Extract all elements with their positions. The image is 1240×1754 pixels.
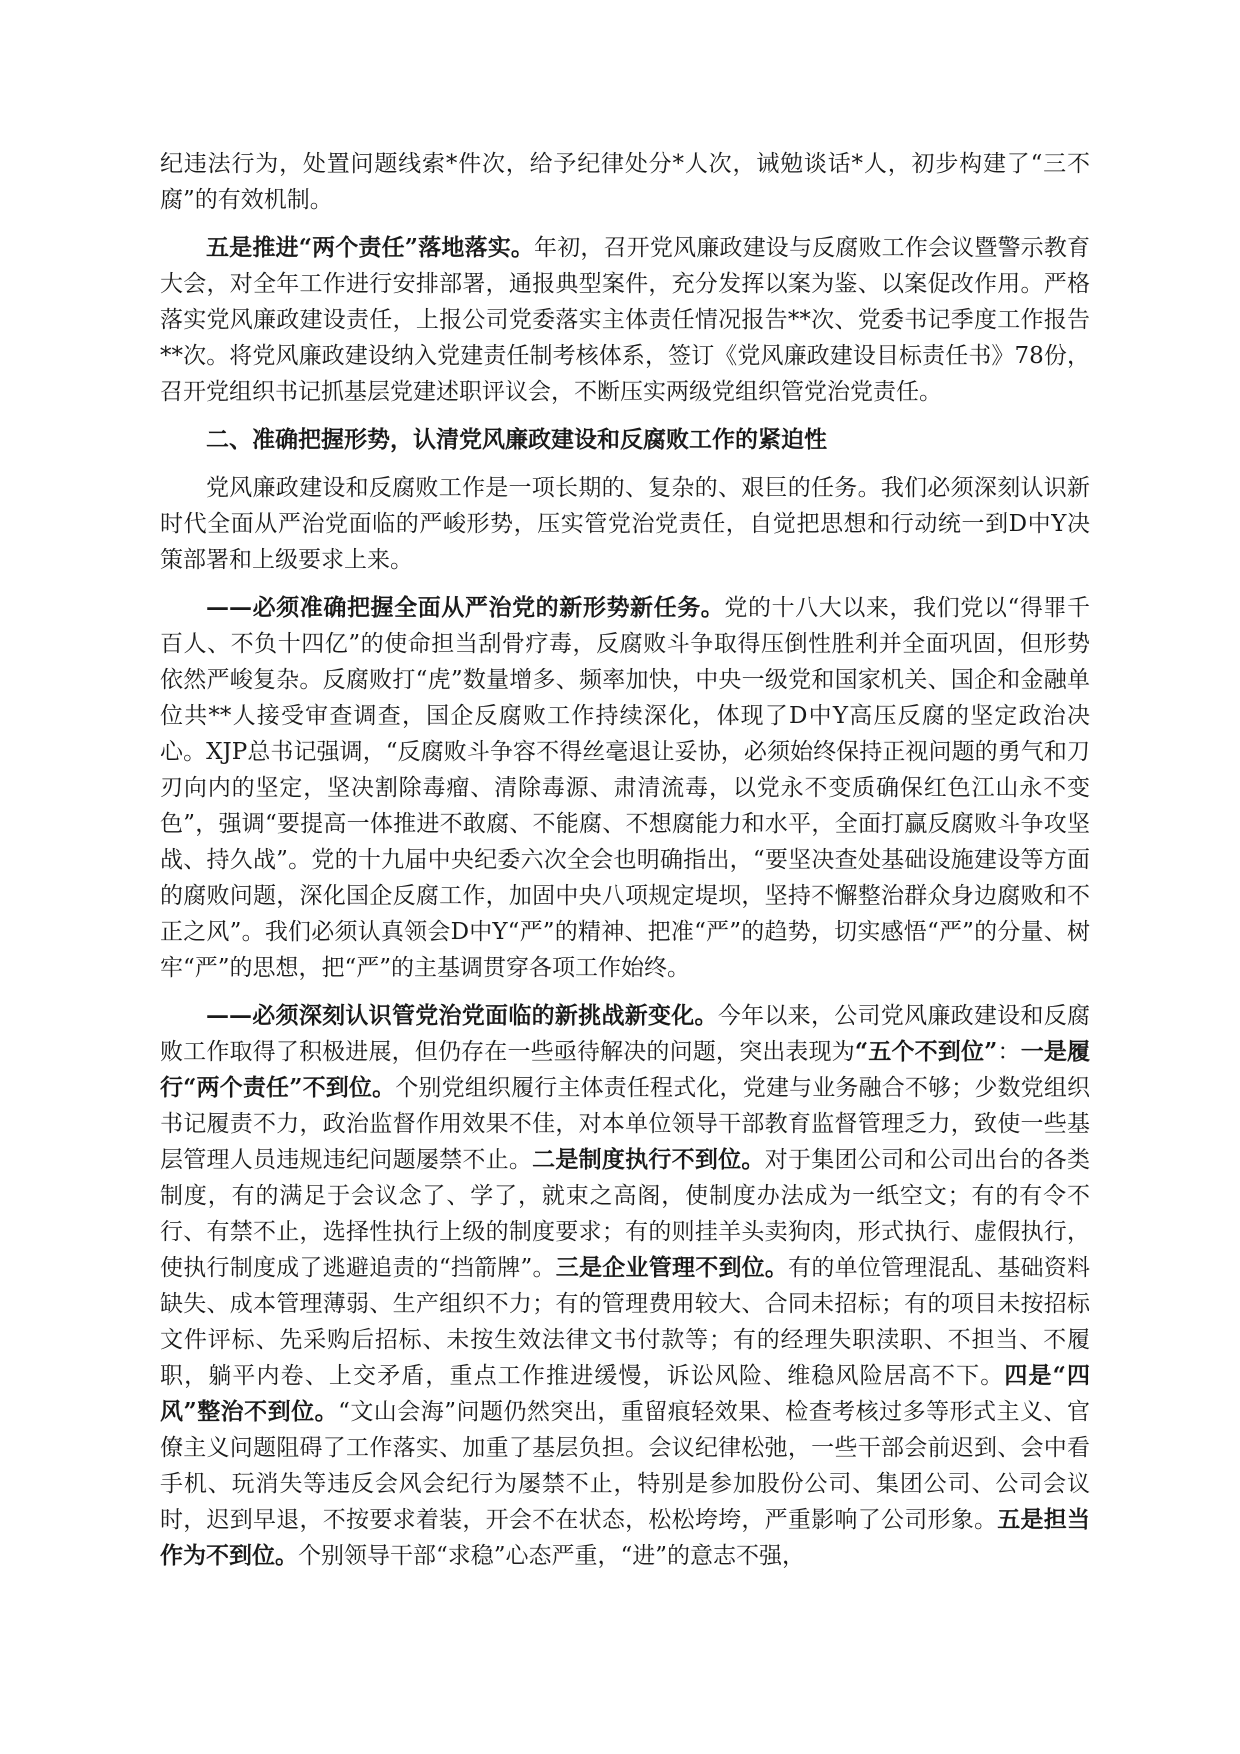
point-one-text: 个别党组织履行主体责任程式化，党建与业务融合不够；少数党组织书记履责不力，政治监督作用效果不佳，对本单位领导干部教育监督管理乏力，致使一些基层管理人员违规违纪问题屡禁不止。 <box>160 1075 1091 1173</box>
point-three-lead: 三是企业管理不到位。 <box>555 1254 789 1281</box>
paragraph-text: ： <box>997 1039 1021 1065</box>
document-page <box>160 146 1090 1586</box>
paragraph-continuation <box>160 146 1090 218</box>
paragraph-text: 党的十八大以来，我们党以“得罪千百人、不负十四亿”的使命担当刮骨疗毒，反腐败斗争取得压倒性胜利并全面巩固，但形势依然严峻复杂。反腐败打“虎”数量增多、频率加快，中央一级党和国家机关、国企和金融单位共**人接受审查调查，国企反腐败工作持续深化，体现了D中Y高压反腐的坚定政治决心。XJP总书记强调，“反腐败斗争容不得丝毫退让妥协，必须始终保持正视问题的勇气和刀刃向内的坚定，坚决割除毒瘤、清除毒源、肃清流毒，以党永不变质确保红色江山永不变色”，强调“要提高一体推进不敢腐、不能腐、不想腐能力和水平，全面打赢反腐败斗争攻坚战、持久战”。党的十九届中央纪委六次全会也明确指出，“要坚决查处基础设施建设等方面的腐败问题，深化国企反腐工作，加固中央八项规定堤坝，坚持不懈整治群众身边腐败和不正之风”。我们必须认真领会D中Y“严”的精神、把准“严”的趋势，切实感悟“严”的分量、树牢“严”的思想，把“严”的主基调贯穿各项工作始终。 <box>160 595 1090 981</box>
paragraph-lead: ——必须准确把握全面从严治党的新形势新任务。 <box>206 594 725 621</box>
section-heading-text: 二、准确把握形势，认清党风廉政建设和反腐败工作的紧迫性 <box>206 426 827 453</box>
point-four-lead: 四是“四风”整治不到位。 <box>160 1362 1090 1425</box>
paragraph-new-situation <box>160 590 1090 986</box>
point-four-text: “文山会海”问题仍然突出，重留痕轻效果、检查考核过多等形式主义、官僚主义问题阻碍了工作落实、加重了基层负担。会议纪律松弛，一些干部会前迟到、会中看手机、玩消失等违反会风会纪行为屡禁不止，特别是参加股份公司、集团公司、公司会议时，迟到早退，不按要求着装，开会不在状态，松松垮垮，严重影响了公司形象。 <box>160 1399 1090 1533</box>
point-five-lead: 五是担当作为不到位。 <box>160 1506 1091 1569</box>
point-one-lead: 一是履行“两个责任”不到位。 <box>160 1038 1091 1101</box>
paragraph-lead: ——必须深刻认识管党治党面临的新挑战新变化。 <box>206 1002 718 1029</box>
paragraph-new-challenges <box>160 998 1090 1574</box>
paragraph-lead: 五是推进“两个责任”落地落实。 <box>206 234 535 261</box>
section-heading <box>160 422 1090 458</box>
point-three-text: 有的单位管理混乱、基础资料缺失、成本管理薄弱、生产组织不力；有的管理费用较大、合同未招标；有的项目未按招标文件评标、先采购后招标、未按生效法律文书付款等；有的经理失职渎职、不担当、不履职，躺平内卷、上交矛盾，重点工作推进缓慢，诉讼风险、维稳风险居高不下。 <box>160 1255 1090 1389</box>
paragraph-text: 纪违法行为，处置问题线索*件次，给予纪律处分*人次，诫勉谈话*人，初步构建了“三不腐”的有效机制。 <box>160 151 1090 213</box>
point-two-lead: 二是制度执行不到位。 <box>532 1146 765 1173</box>
point-two-text: 对于集团公司和公司出台的各类制度，有的满足于会议念了、学了，就束之高阁，使制度办法成为一纸空文；有的有令不行、有禁不止，选择性执行上级的制度要求；有的则挂羊头卖狗肉，形式执行、虚假执行，使执行制度成了逃避追责的“挡箭牌”。 <box>160 1147 1091 1281</box>
paragraph-text: 年初，召开党风廉政建设与反腐败工作会议暨警示教育大会，对全年工作进行安排部署，通报典型案件，充分发挥以案为鉴、以案促改作用。严格落实党风廉政建设责任，上报公司党委落实主体责任情况报告**次、党委书记季度工作报告**次。将党风廉政建设纳入党建责任制考核体系，签订《党风廉政建设目标责任书》78份，召开党组织书记抓基层党建述职评议会，不断压实两级党组织管党治党责任。 <box>160 235 1090 405</box>
paragraph-text: 今年以来，公司党风廉政建设和反腐败工作取得了积极进展，但仍存在一些亟待解决的问题，突出表现为 <box>160 1003 1091 1065</box>
paragraph-two-responsibilities <box>160 230 1090 410</box>
point-five-text: 个别领导干部“求稳”心态严重，“进”的意志不强， <box>298 1543 806 1569</box>
paragraph-intro <box>160 470 1090 578</box>
five-not-in-place: “五个不到位” <box>854 1038 998 1065</box>
paragraph-text: 党风廉政建设和反腐败工作是一项长期的、复杂的、艰巨的任务。我们必须深刻认识新时代全面从严治党面临的严峻形势，压实管党治党责任，自觉把思想和行动统一到D中Y决策部署和上级要求上来。 <box>160 475 1090 573</box>
